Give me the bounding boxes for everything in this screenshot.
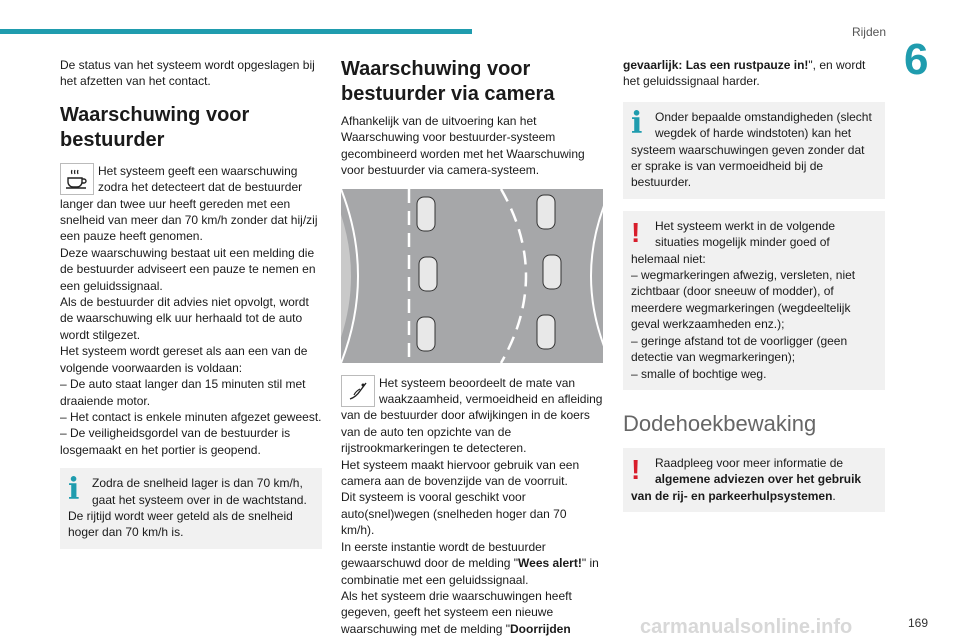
reset-condition-1: – De auto staat langer dan 15 minuten stil met draaiende motor. (60, 377, 306, 408)
chapter-accent-bar (0, 29, 472, 34)
column-middle (341, 57, 603, 637)
driver-warning-block (60, 163, 322, 245)
column-left (60, 57, 322, 549)
reset-condition-2: – Het contact is enkele minuten afgezet geweest. (60, 409, 322, 424)
camera-assessment-block (341, 375, 603, 457)
heading-blind-spot: Dodehoekbewaking (623, 410, 817, 436)
heading-driver-warning: Waarschuwing voor bestuurder (60, 103, 250, 151)
warning-limitation-1: – wegmarkeringen afwezig, versleten, niet zichtbaar (door sneeuw of modder), of meerdere wegmarkeringen (wegdeeltelijk geval werkzaamheden enz.); (631, 268, 856, 332)
warning-blind-spot-text: Raadpleeg voor meer informatie de algemene adviezen over het gebruik van de rij- en parkeerhulpsystemen. (631, 455, 862, 503)
camera-first-warning-text: In eerste instantie wordt de bestuurder gewaarschuwd door de melding "Wees alert!" in combinatie met een geluidssignaal. (341, 539, 599, 587)
watermark: carmanualsonline.info (640, 616, 853, 638)
camera-assessment-text: Het systeem beoordeelt de mate van waakzaamheid, vermoeidheid en afleiding van de bestuurder door afwijkingen in de koers van de auto ten opzichte van de rijstrookmarkeringen te detecteren. (341, 375, 603, 456)
camera-repeat-warning-text: Als het systeem drie waarschuwingen heeft gegeven, geeft het systeem een nieuwe waarschuwing met de melding "Doorrijden (341, 588, 572, 636)
warning-limitations-intro: Het systeem werkt in de volgende situaties mogelijk minder goed of helemaal niet: (631, 218, 836, 266)
info-note-false-warnings (623, 102, 885, 199)
coffee-cup-icon (60, 163, 94, 195)
intro-paragraph: De status van het systeem wordt opgeslagen bij het afzetten van het contact. (60, 58, 315, 89)
camera-repeat-warning-continued: gevaarlijk: Las een rustpauze in!", en wordt het geluidssignaal harder. (623, 58, 866, 89)
camera-suitability-text: Dit systeem is vooral geschikt voor auto(snel)wegen (snelheden hoger dan 70 km/h). (341, 490, 567, 538)
camera-intro-text: Afhankelijk van de uitvoering kan het Waarschuwing voor bestuurder-systeem gecombineerd worden met het Waarschuwing voor bestuurder via camera-systeem. (341, 114, 585, 178)
reset-condition-3: – De veiligheidsgordel van de bestuurder is losgemaakt en het portier is geopend. (60, 426, 291, 457)
info-icon: i (68, 472, 80, 508)
warning-icon: ! (631, 216, 641, 248)
camera-location-text: Het systeem maakt hiervoor gebruik van een camera aan de bovenzijde van de voorruit. (341, 457, 580, 489)
info-note-speed-text: Zodra de snelheid lager is dan 70 km/h, gaat het systeem over in de wachtstand. De rijtijd wordt weer geteld als de snelheid hoger dan 70 km/h is. (68, 476, 307, 540)
info-note-speed (60, 468, 322, 549)
warning-note-blind-spot (623, 448, 885, 512)
column-right (623, 57, 885, 512)
driver-warning-text-2: Deze waarschuwing bestaat uit een melding die de bestuurder adviseert een pauze te nemen en een geluidssignaal. (60, 245, 316, 293)
drowsy-steering-icon (341, 375, 375, 407)
warning-limitation-2: – geringe afstand tot de voorligger (geen detectie van wegmarkeringen); (631, 333, 848, 365)
info-icon: i (631, 105, 643, 141)
warning-limitation-3: – smalle of bochtige weg. (631, 366, 767, 381)
page-number: 169 (907, 616, 928, 630)
driver-warning-text-4: Het systeem wordt gereset als aan een van de volgende voorwaarden is voldaan: (60, 344, 308, 375)
section-title: Rijden (851, 25, 886, 39)
driver-warning-text-3: Als de bestuurder dit advies niet opvolgt, wordt de waarschuwing elk uur herhaald tot de auto wordt stilgezet. (60, 295, 309, 342)
heading-camera-warning: Waarschuwing voor bestuurder via camera (341, 58, 555, 105)
lane-drift-illustration (341, 189, 603, 363)
warning-note-limitations (623, 211, 885, 390)
warning-icon: ! (631, 453, 641, 485)
driver-warning-text-1: Het systeem geeft een waarschuwing zodra het detecteert dat de bestuurder langer dan twee uur heeft gereden met een snelheid van meer dan 70 km/h zonder dat hij/zij een pauze heeft genomen. (60, 163, 318, 244)
info-note-false-warnings-text: Onder bepaalde omstandigheden (slecht wegdek of harde windstoten) kan het systeem waarschuwingen geven zonder dat er sprake is van vermoeidheid bij de bestuurder. (631, 109, 872, 190)
chapter-number: 6 (904, 35, 929, 84)
